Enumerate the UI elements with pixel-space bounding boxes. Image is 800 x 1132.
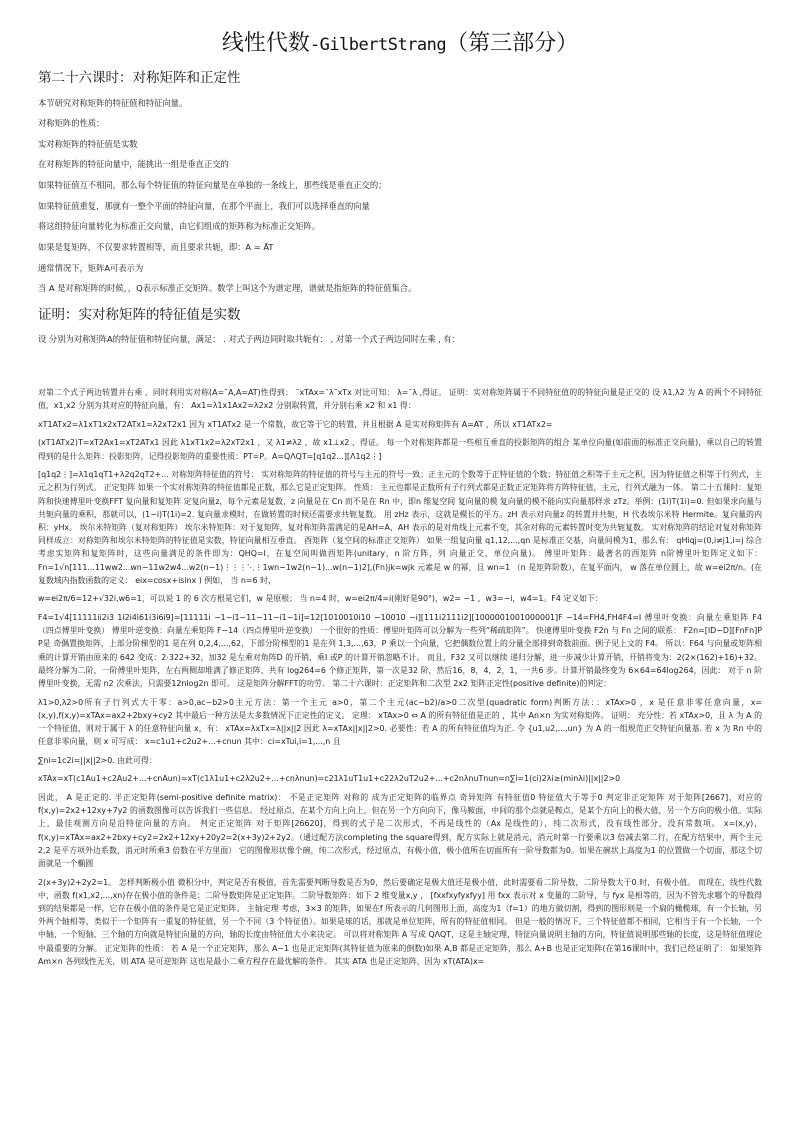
body-paragraph: 2(x+3y)2+2y2=1。 怎样判断极小值 微积分中，判定是否有极值，首先需要判断导数是否为0，然后要确定是极大值还是极小值，此时需要看二阶导数，二阶导数大于0 时，有极小值。 而现在，线性代数中，函数 f(x1,x2,...,xn)存在极小值的条件是：二阶导数矩阵是正定矩阵。二阶导数矩阵：如下 2 维变量x,y ， [fxxfxyfyxfyy] 用 fxx 表示对 x 变量的二阶导，与 fyx 是相等的，因为不管先求哪个的导数得到的结果都是一样，它存在极小值的条件是它是正定矩阵。 主轴定理 考虑，3×3 的矩阵，如果在f 所表示的几何图形上面，高度为1（f=1）的地方做切割，得到的图形则是一个扁的橄榄球，有一个长轴，另外两个轴相等，类似于一个矩阵有一重复的特征值，另一个不同（3 个特征值）。如果是球的话，那就是单位矩阵，所有的特征值相同。 但是一般的情况下，三个特征值都不相同，它相当于有一个长轴，一个中轴，一个短轴，三个轴的方向就是特征向量的方向，轴的长度由特征值大小来决定。 可以将对称矩阵 A 写成 QΛQT，这是主轴定理，特征向量说明主轴的方向，特征值说明那些轴的长度，这是特征值理论中最重要的分解。 正定矩阵的性质： 若 A 是一个正定矩阵，那么 A−1 也是正定矩阵(其特征值为原来的倒数)如果 A,B 都是正定矩阵，那么 A+B 也是正定矩阵(在第16课时中，我们已经证明了： 如果矩阵 Am×n 各列线性无关，则 ATA 是可逆矩阵 这也是最小二乘方程存在最优解的条件。 其实 ATA 也是正定矩阵，因为 xT(ATA)x= [38,877,762,966]
body-paragraph: (xT1ATx2)T=xT2Ax1=xT2ATx1 因此 λ1xT1x2=λ2xT2x1 ，又 λ1≠λ2 ，故 x1⊥x2 ，得证。 每一个对称矩阵都是一些相互垂直的投影矩阵的组合 某单位向量(如前面的标准正交向量)，乘以自己的转置得到的是什么矩阵：投影矩阵，记得投影矩阵的重要性质：PT=P。A=QΛQT=[q1q2...][Λ1q2⋮] [38,438,762,461]
intro-line: 将这组特征向量转化为标准正交向量，由它们组成的矩阵称为标准正交矩阵。 [38,221,321,231]
document-title [0,26,800,57]
body-paragraph: [q1q2⋮]=λ1q1qT1+λ2q2qT2+... 对称矩阵特征值的符号： 实对称矩阵的特征值的符号与主元的符号一致；正主元的个数等于正特征值的个数；特征值之积等于主元之积，因为特征值之积等于行列式，主元之积为行列式。 正定矩阵 如果一个实对称矩阵的特征值都是正数，那么它是正定矩阵。 性质： 主元也都是正数所有子行列式都是正数正定矩阵将方阵特征值，主元，行列式融为一体。 第二十五课时：复矩阵和快速傅里叶变换FFT 复向量和复矩阵 定复向量z，每个元素是复数，z 向量是在 Cn 而不是在 Rn 中，即n 维复空间 复向量的模 复向量的模不能向实向量那样求 zTz。举例：(1i)T(1i)=0. 但如果求向量与共轭向量的乘积，那就可以，(1−i)T(1i)=2. 复向量求模时，在做转置的时候还需要求共轭复数。 用 zHz 表示，这就是模长的平方。zH 表示对向量z 的转置并共轭，H 代表埃尔米特 Hermite。复向量的内积：yHx。 埃尔米特矩阵（复对称矩阵） 埃尔米特矩阵：对于复矩阵，复对称矩阵需满足的是AH=A，AH 表示的是对角线上元素不变，其余对称的元素转置时变为共轭复数。 实对称矩阵的结论对复对称矩阵同样成立：对称矩阵和埃尔米特矩阵的特征值是实数，特征向量相互垂直。 酉矩阵（复空间的标准正交矩阵） 如果一组复向量 q1,12,...,qn 是标准正交基，向量间模为1，那么有： qHiqj=(0,i≠j1,i=j 综合考虑实矩阵和复矩阵时，这些向量满足的条件即为：QHQ=I，在复空间叫做酉矩阵(unitary，n 阶方阵，列 向量正交，单位向量)。 傅里叶矩阵：最著名的酉矩阵 n阶傅里叶矩阵定义如下： Fn=1√n[111...11ww2...wn−11w2w4...w2(n−1)⋮⋮⋮⋱⋮1wn−1w2(n−1)...w(n−1)2],(Fn)jk=wjk 元素是 w 的幂，且 wn=1 （n 是矩阵阶数），在复平面内， w 落在单位圆上，故 w=ei2π/n。(在复数域内指数函数的定义： eix=cosx+isinx ) 例如， 当 n=6 时， [38,470,762,585]
intro-line: 如果是复矩阵，不仅要求转置相等，而且要求共轭，即：A = ĀT [38,242,274,252]
body-paragraph: xTAx=xT(c1Au1+c2Au2+...+cnAun)=xT(c1λ1u1+c2λ2u2+...+cnλnun)=c21λ1uT1u1+c22λ2uT2u2+...+c2nλnuTnun=n∑i=1(ci)2λi≥(minλi)||x||2>0 [38,774,621,784]
intro-line: 如果特征值互不相同，那么每个特征值的特征向量是在单独的一条线上，那些线是垂直正交的； [38,180,387,190]
intro-line: 本节研究对称矩阵的特征值和特征向量。 [38,98,188,108]
body-paragraph: ∑ni=1c2i=||x||2>0. 由此可得： [38,755,157,765]
intro-line: 对称矩阵的性质： [38,118,105,128]
proof-intro: 设 分别为对称矩阵A的特征值和特征向量，满足： . 对式子两边同时取共轭有： , 对第一个式子两边同时左乘 , 有： [38,334,461,344]
body-paragraph: xT1ATx2=λ1xT1x2xT2ATx1=λ2xT2x1 因为 xT1ATx2 是一个常数，故它等于它的转置，并且根据 A 是实对称矩阵有 A=AT ，所以 xT1ATx2= [38,419,553,429]
body-text [38,386,762,1122]
title-prefix: 线性代数 [221,31,310,56]
body-paragraph: 对第二个式子两边转置并右乘 ，同时利用实对称(A=¯A,A=AT)性得到： ¯xTAx=¯λ¯xTx 对比可知： λ=¯λ ,得证。 证明：实对称矩阵属于不同特征值的的特征向量是正交的 设 λ1,λ2 为 A 的两个不同特征值，x1,x2 分别为其对应的特征向量，有： Ax1=λ1x1Ax2=λ2x2 分别取转置，并分别右乘 x2 和 x1 得： [38,388,762,411]
title-latin: -GilbertStrang [309,35,447,55]
title-suffix: （第三部分） [446,31,579,56]
intro-line: 如果特征值重复，那就有一整个平面的特征向量，在那个平面上，我们可以选择垂直的向量 [38,201,370,211]
intro-line: 当 A 是对称矩阵的时候，，Q表示标准正交矩阵。数学上叫这个为谱定理，谱就是指矩阵的特征值集合。 [38,283,417,293]
intro-line: 通常情况下，矩阵A可表示为 [38,263,144,273]
body-paragraph: F4=1√4[11111ii2i3 1i2i4i61i3i6i9]=[11111i −1−i1−11−11−i1−1i]=12[1010010i10 −10010 −i][111i2111i2][1000001001000001]F −14=FH4,FH4F4=I 傅里叶变换：向量左乘矩阵 F4（四点傅里叶变换） 傅里叶逆变换：向量左乘矩阵 F−14（四点傅里叶逆变换） 一个很好的性质：傅里叶矩阵可以分解为一些列“稀疏矩阵”。 快速傅里叶变换 F2n 与 Fn 之间的联系： F2n=[ID−D][FnFn]P P是 奇偶置换矩阵，上部分阶梯型的1 是在列 0,2,4,...,62，下部分阶梯型的1 是在列 1,3,...,63，P 乘以一个向量，它把偶数位置上的分量全部排到奇数前面。例子见上文的 F4。 所以：F64 与向量或矩阵相乘的计算开销由原来的 642 变成：2⋅322+32，加32 是左乘对角阵D 的开销，乘I 或P 的计算开销忽略不计。 而且，F32 又可以继续 递归分解，进一步减少计算开销，开销将变为：2(2×(162)+16)+32。最终分解为二阶，一阶傅里叶矩阵，左右两侧却堆满了修正矩阵，共有 log264=6 个修正矩阵，第一次是32 阶，然后16，8，4，2，1，一共6 步。计算开销最终变为 6×64=64log264，因此： 对于 n 阶傅里叶变换，无需 n2 次乘法，只需要12nlog2n 即可。 这是矩阵分解FFT的功劳。 第二十六课时：正定矩阵和二次型 2x2 矩阵正定性(positive definite)的判定： [38,613,762,689]
proof-heading: 证明：实对称矩阵的特征值是实数 [38,307,241,323]
body-paragraph: 因此， A 是正定的. 半正定矩阵(semi-positive definite matrix)： 不是正定矩阵 对称的 成为正定矩阵的临界点 奇异矩阵 有特征值0 特征值大于等于0 判定非正定矩阵 对于矩阵[2667]，对应的 f(x,y)=2x2+12xy+7y2 的函数图像可以告诉我们一些信息。 经过原点，在某个方向上向上，但在另一个方向向下，像马鞍面，中间的那个点就是鞍点，是某个方向上的极大值，另一个方向的极小值。实际上，最佳观测方向是沿特征向量的方向。 判定正定矩阵 对于矩阵[26620]，得到的式子是二次形式，不再是线性的（Ax 是线性的），纯二次形式，没有线性部分，没有常数项。 x=(x,y)，f(x,y)=xTAx=ax2+2bxy+cy2=2x2+12xy+20y2=2(x+3y)2+2y2。（通过配方法completing the square得到，配方实际上就是消元，消元时第一行要乘以3 倍减去第二行，在配方结果中，两个主元2,2 是平方项外边系数，消元时所乘3 倍数在平方里面） 它的图像形状像个碗，纯二次形式，经过原点，有极小值，极小值所在切面所有一阶导数都为0。如果在碗状上高度为1 的位置做一个切面，那这个切面就是一个椭圆 [38,793,762,869]
intro-line: 在对称矩阵的特征向量中，能挑出一组是垂直正交的 [38,159,229,169]
body-paragraph: w=ei2π/6=12+√32i,w6=1，可以说 1 的 6 次方根是它们，w 是原根； 当 n=4 时，w=ei2π/4=i(刚好是90°)，w2= −1 ，w3=−i，w4=1。F4 定义如下： [38,594,603,604]
lecture-heading: 第二十六课时：对称矩阵和正定性 [38,70,241,86]
intro-line: 实对称矩阵的特征值是实数 [38,139,138,149]
body-paragraph: λ1>0,λ2>0所有子行列式大于零：a>0,ac−b2>0主元方法：第一个主元 a>0，第二个主元(ac−b2)/a>0二次型(quadratic form)判断方法：：xTAx>0 ，x 是任意非零任意向量，x=(x,y),f(x,y)=xTAx=ax2+2bxy+cy2 其中最后一种方法是大多数情况下正定性的定义。 定理： xTAx>0 ⇔ A 的所有特征值是正的 ，其中 An×n 为实对称矩阵。 证明： 充分性：若 xTAx>0，且 λ 为 A 的一个特征值，则对于属于 λ 的任意特征向量 x，有： xTAx=λxTx=λ||x||2 因此 λ=xTAx||x||2>0. 必要性：若 A 的所有特征值均为正. 令 {u1,u2,...,un} 为 A 的一组规范正交特征向量基. 若 x 为 Rn 中的任意非零向量，则 x 可写成： x=c1u1+c2u2+...+cnun 其中：ci=xTui,i=1,...,n 且 [38,697,762,747]
